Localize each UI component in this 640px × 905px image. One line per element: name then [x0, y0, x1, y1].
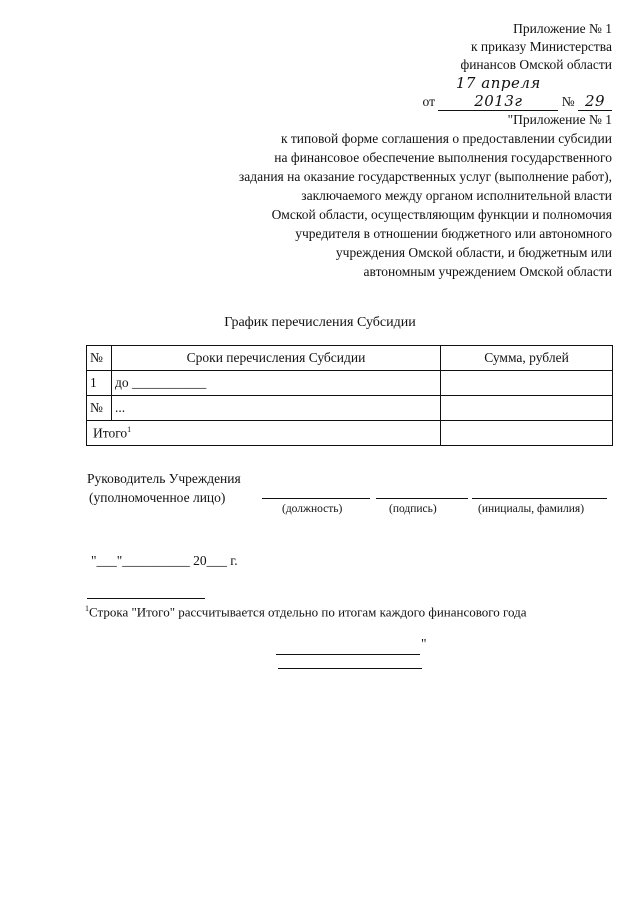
form-header-line: "Приложение № 1 — [507, 112, 612, 127]
form-header-line: к типовой форме соглашения о предоставлении субсидии — [280, 131, 612, 146]
closing-quote: " — [421, 636, 427, 651]
table-row — [87, 396, 613, 421]
number-prefix: № — [561, 94, 575, 109]
position-caption: (должность) — [282, 503, 343, 515]
order-header — [423, 20, 613, 111]
total-label: Итого — [93, 425, 128, 441]
signature-line — [376, 498, 468, 499]
cell-term: ... — [112, 396, 441, 421]
cell-number: № — [87, 396, 112, 421]
cell-sum — [441, 371, 613, 396]
form-header-line: на финансовое обеспечение выполнения государственного — [274, 150, 612, 165]
signatory-title: Руководитель Учреждения — [87, 471, 241, 486]
schedule-table — [86, 345, 613, 446]
closing-line-upper — [276, 654, 420, 655]
header-order-line: к приказу Министерства — [470, 39, 612, 54]
footnote-mark: 1 — [85, 604, 89, 613]
header-date-line — [423, 74, 613, 111]
form-header-line: учредителя в отношении бюджетного или автономного — [295, 226, 612, 241]
name-line — [472, 498, 607, 499]
handwritten-date: 17 апреля 2013г — [438, 74, 558, 111]
date-line: "___"__________ 20___ г. — [91, 553, 238, 568]
footnote-text: Строка "Итого" рассчитывается отдельно по итогам каждого финансового года — [89, 604, 527, 620]
form-header-line: учреждения Омской области, и бюджетным или — [335, 245, 612, 260]
table-total-row — [87, 421, 613, 446]
header-cell-sum: Сумма, рублей — [441, 346, 613, 371]
handwritten-number: 29 — [578, 92, 612, 111]
cell-sum — [441, 396, 613, 421]
signature-caption: (подпись) — [389, 503, 437, 515]
signatory-label — [87, 469, 241, 507]
position-line — [262, 498, 370, 499]
total-sum-cell — [441, 421, 613, 446]
total-footnote-mark: 1 — [127, 424, 132, 434]
form-header-line: заключаемого между органом исполнительной власти — [301, 188, 612, 203]
header-appendix-line: Приложение № 1 — [513, 21, 612, 36]
cell-number: 1 — [87, 371, 112, 396]
total-label-cell — [87, 421, 441, 446]
header-cell-terms: Сроки перечисления Субсидии — [112, 346, 441, 371]
footnote — [85, 604, 527, 620]
page-title: График перечисления Субсидии — [224, 315, 416, 330]
closing-line-lower — [278, 668, 422, 669]
footnote-separator — [87, 598, 205, 599]
date-prefix: от — [422, 94, 435, 109]
cell-term: до ___________ — [112, 371, 441, 396]
table-row — [87, 371, 613, 396]
table-header-row — [87, 346, 613, 371]
name-caption: (инициалы, фамилия) — [478, 503, 585, 515]
form-header-line: задания на оказание государственных услуг (выполнение работ), — [238, 169, 612, 184]
form-header — [239, 110, 612, 281]
form-header-line: Омской области, осуществляющим функции и полномочия — [271, 207, 612, 222]
form-header-line: автономным учреждением Омской области — [363, 264, 612, 279]
header-cell-number: № — [87, 346, 112, 371]
signatory-subtitle: (уполномоченное лицо) — [89, 490, 226, 505]
header-ministry-line: финансов Омской области — [460, 57, 612, 72]
